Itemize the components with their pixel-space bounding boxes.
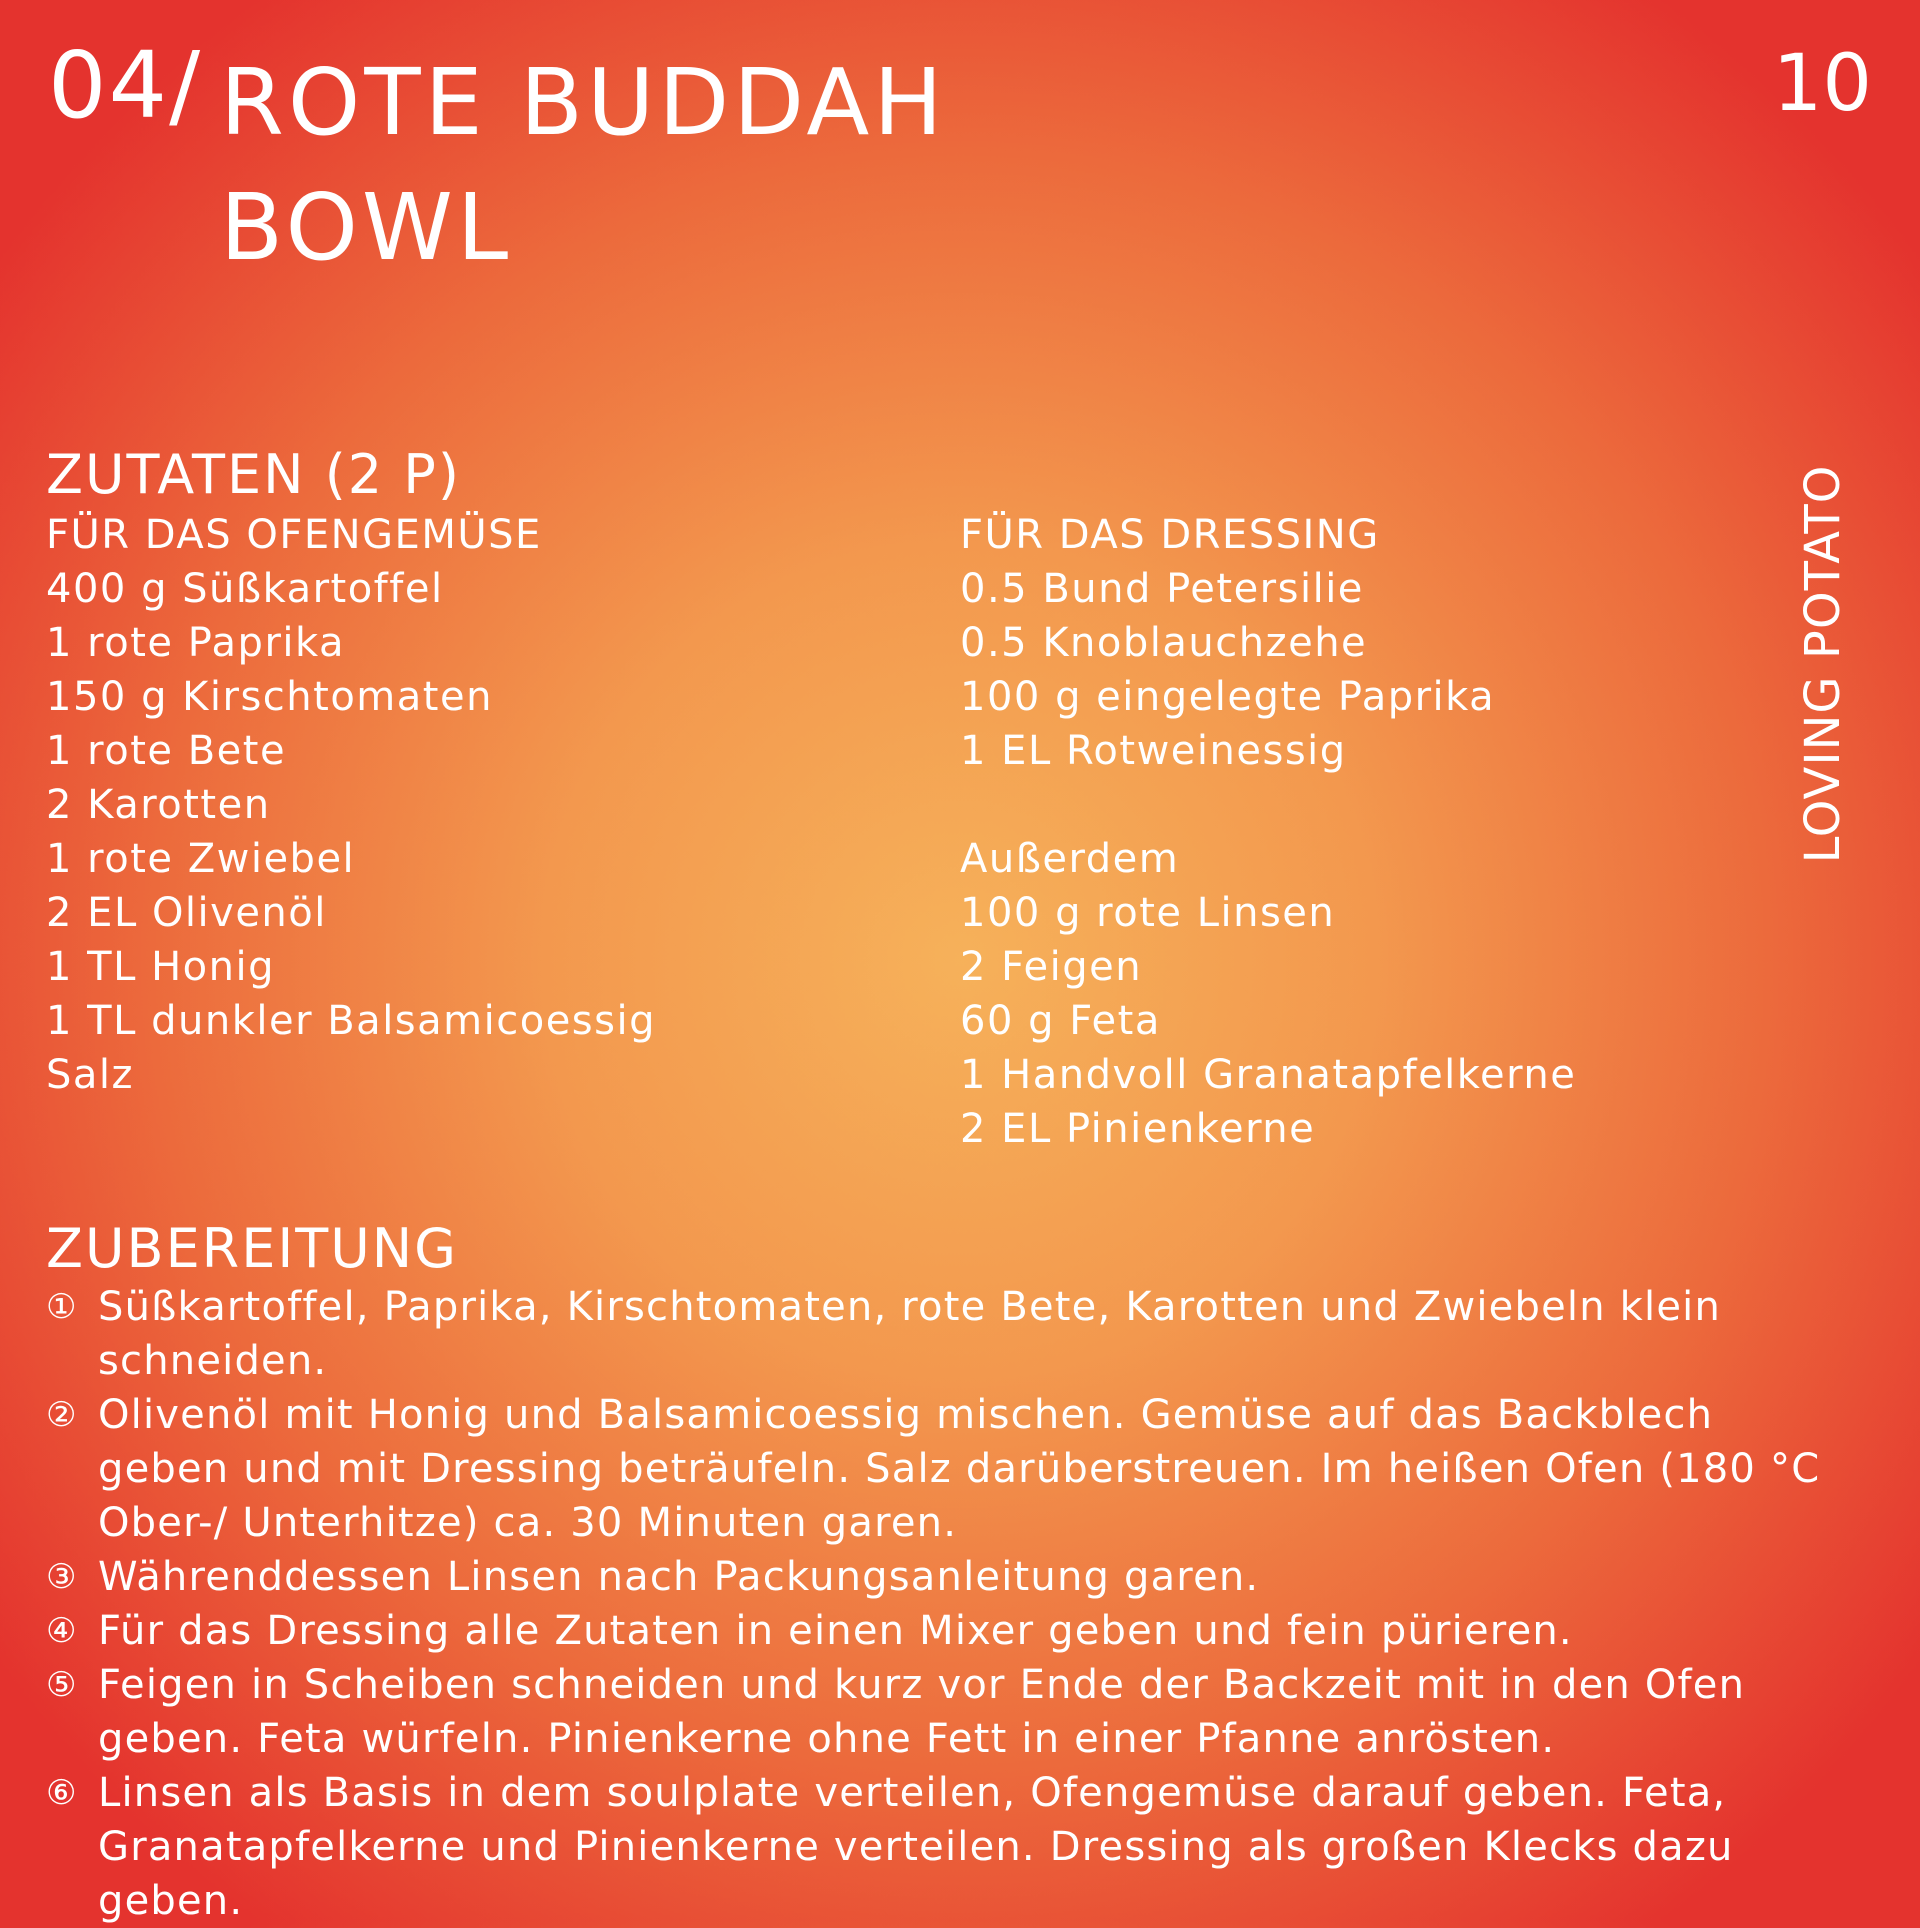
ingredient-item: 1 rote Zwiebel [46,836,356,882]
ingredient-item: 100 g rote Linsen [960,890,1336,936]
ingredient-item: 2 EL Pinienkerne [960,1106,1316,1152]
ingredients-heading: ZUTATEN (2 P) [46,443,461,506]
ingredient-item: FÜR DAS DRESSING [960,512,1380,558]
step-text: Feigen in Scheiben schneiden und kurz vor Ende der Backzeit mit in den Ofen geben. Feta würfeln. Pinienkerne ohne Fett in einer Pfanne anrösten. [98,1662,1746,1762]
ingredients-right-column [960,508,1576,1156]
step-text: Linsen als Basis in dem soulplate verteilen, Ofengemüse darauf geben. Feta, Granatapfelkerne und Pinienkerne verteilen. Dressing als großen Klecks dazu geben. [98,1770,1734,1924]
ingredient-item: 1 TL Honig [46,944,276,990]
step-text: Währenddessen Linsen nach Packungsanleitung garen. [98,1554,1260,1600]
step-text: Olivenöl mit Honig und Balsamicoessig mischen. Gemüse auf das Backblech geben und mit Dressing beträufeln. Salz darüberstreuen. Im heißen Ofen (180 °C Ober-/ Unterhitze) ca. 30 Minuten garen. [98,1392,1821,1546]
ingredient-item: 1 Handvoll Granatapfelkerne [960,1052,1577,1098]
ingredient-item: 0.5 Bund Petersilie [960,566,1364,612]
ingredient-item [960,778,1576,832]
page-number: 10 [1772,39,1872,129]
step-number: ⑥ [46,1773,78,1813]
ingredient-item: 60 g Feta [960,998,1161,1044]
ingredient-item: 1 rote Bete [46,728,287,774]
ingredient-item: 400 g Süßkartoffel [46,566,444,612]
preparation-step [46,1280,1846,1388]
ingredient-item: 2 EL Olivenöl [46,890,327,936]
step-number: ③ [46,1557,78,1597]
recipe-title-line-2: BOWL [220,174,513,282]
ingredient-item: 1 rote Paprika [46,620,345,666]
recipe-number: 04/ [48,32,203,139]
recipe-title [220,40,947,290]
step-text: Für das Dressing alle Zutaten in einen Mixer geben und fein pürieren. [98,1608,1573,1654]
ingredient-item: 150 g Kirschtomaten [46,674,493,720]
ingredients-left-column [46,508,656,1102]
ingredient-item: 2 Feigen [960,944,1143,990]
ingredient-item: Außerdem [960,836,1180,882]
preparation-step [46,1766,1846,1928]
brand-text: LOVING POTATO [1795,464,1851,864]
step-number: ② [46,1395,78,1435]
ingredient-item: 1 TL dunkler Balsamicoessig [46,998,656,1044]
step-number: ① [46,1287,78,1327]
ingredient-item: 1 EL Rotweinessig [960,728,1347,774]
preparation-step [46,1388,1846,1550]
recipe-title-line-1: ROTE BUDDAH [220,49,947,156]
preparation-heading: ZUBEREITUNG [46,1217,458,1280]
step-text: Süßkartoffel, Paprika, Kirschtomaten, rote Bete, Karotten und Zwiebeln klein schneiden. [98,1284,1722,1384]
step-number: ⑤ [46,1665,78,1705]
preparation-step [46,1604,1846,1658]
preparation-step [46,1658,1846,1766]
ingredient-item: Salz [46,1052,135,1098]
ingredient-item: 100 g eingelegte Paprika [960,674,1496,720]
preparation-step [46,1550,1846,1604]
ingredient-item: 0.5 Knoblauchzehe [960,620,1368,666]
preparation-steps [46,1280,1846,1928]
step-number: ④ [46,1611,78,1651]
ingredient-item: FÜR DAS OFENGEMÜSE [46,512,542,558]
ingredient-item: 2 Karotten [46,782,271,828]
